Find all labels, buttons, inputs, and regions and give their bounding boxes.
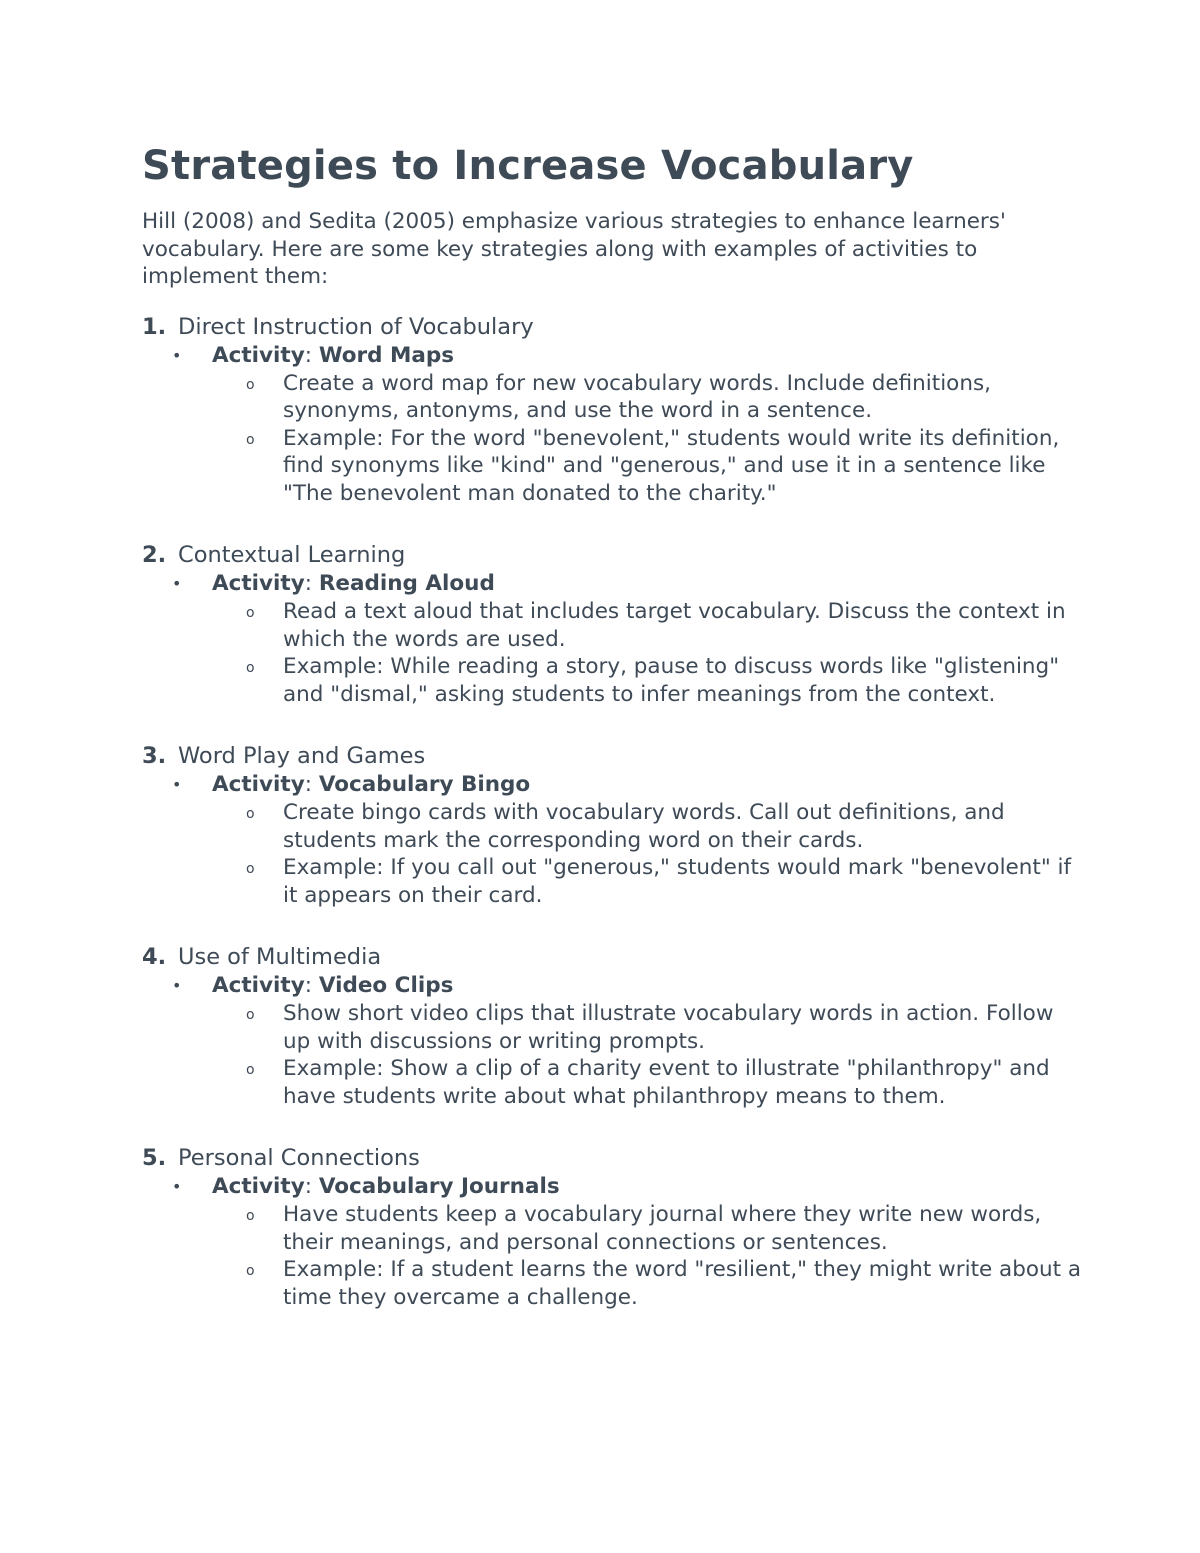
document-page [142, 140, 1082, 1345]
activity-details [246, 598, 1082, 708]
list-item [246, 1256, 1082, 1311]
activity-name: Video Clips [318, 973, 454, 998]
list-item-text: Example: While reading a story, pause to discuss words like "glistening" and "dismal," asking students to infer meanings from the context. [283, 654, 1060, 707]
strategy-heading [142, 1144, 1082, 1173]
circle-bullet-icon: o [246, 605, 255, 621]
strategy-heading [142, 541, 1082, 570]
activity-name: Vocabulary Journals [318, 1174, 560, 1199]
list-item [246, 1201, 1082, 1256]
strategy-heading [142, 313, 1082, 342]
list-item-text: Have students keep a vocabulary journal where they write new words, their meanings, and personal connections or sentences. [283, 1202, 1042, 1255]
strategy-number: 1. [142, 313, 167, 340]
activity-line [172, 771, 1082, 799]
activity-colon: : [304, 1174, 312, 1199]
circle-bullet-icon: o [246, 1263, 255, 1279]
activity-line [172, 570, 1082, 598]
strategy-number: 5. [142, 1145, 167, 1171]
page-title: Strategies to Increase Vocabulary [142, 143, 914, 189]
activity-details [246, 1000, 1082, 1110]
strategy-title: Direct Instruction of Vocabulary [178, 313, 534, 340]
circle-bullet-icon: o [246, 660, 255, 676]
activity-line [172, 1173, 1082, 1201]
bullet-icon: • [172, 1177, 182, 1196]
activity-label: Activity [212, 1174, 305, 1199]
bullet-icon: • [172, 976, 182, 995]
activity-details [246, 799, 1082, 909]
list-item [246, 653, 1082, 708]
strategy-section [142, 1144, 1082, 1311]
bullet-icon: • [172, 574, 182, 593]
list-item-text: Example: For the word "benevolent," students would write its definition, find synonyms like "kind" and "generous," and use it in a sentence like "The benevolent man donated to the charity." [283, 425, 1060, 506]
activity-name: Word Maps [318, 342, 455, 368]
strategy-heading [142, 742, 1082, 771]
circle-bullet-icon: o [246, 1062, 255, 1078]
activity-colon: : [304, 342, 312, 368]
list-item [246, 1055, 1082, 1110]
list-item-text: Create bingo cards with vocabulary words. Call out definitions, and students mark the corresponding word on their cards. [283, 800, 1005, 853]
intro-paragraph: Hill (2008) and Sedita (2005) emphasize various strategies to enhance learners' vocabulary. Here are some key strategies along with examples of activities to implement them: [142, 209, 1006, 289]
strategy-section [142, 742, 1082, 909]
list-item-text: Example: If a student learns the word "resilient," they might write about a time they overcame a challenge. [283, 1257, 1082, 1310]
list-item [246, 799, 1082, 854]
activity-details [246, 370, 1082, 508]
activity-name: Reading Aloud [318, 571, 495, 596]
circle-bullet-icon: o [246, 431, 255, 448]
list-item-text: Create a word map for new vocabulary words. Include definitions, synonyms, antonyms, and use the word in a sentence. [283, 370, 991, 423]
strategy-section [142, 541, 1082, 708]
strategy-section [142, 943, 1082, 1110]
list-item-text: Show short video clips that illustrate vocabulary words in action. Follow up with discussions or writing prompts. [283, 1001, 1054, 1054]
list-item-text: Example: Show a clip of a charity event to illustrate "philanthropy" and have students write about what philanthropy means to them. [283, 1056, 1050, 1109]
list-item [246, 1000, 1082, 1055]
activity-label: Activity [212, 571, 305, 596]
list-item [246, 854, 1082, 909]
activity-label: Activity [212, 973, 305, 998]
activity-colon: : [304, 571, 312, 596]
circle-bullet-icon: o [246, 806, 255, 822]
strategy-title: Personal Connections [178, 1145, 420, 1171]
activity-colon: : [304, 772, 312, 797]
strategy-title: Use of Multimedia [178, 944, 382, 970]
strategy-title: Contextual Learning [178, 542, 406, 568]
circle-bullet-icon: o [246, 861, 255, 877]
strategy-number: 2. [142, 542, 167, 568]
list-item [246, 425, 1082, 508]
strategy-number: 3. [142, 743, 167, 769]
bullet-icon: • [172, 775, 182, 794]
activity-label: Activity [212, 772, 305, 797]
activity-line [172, 972, 1082, 1000]
circle-bullet-icon: o [246, 1208, 255, 1224]
list-item [246, 598, 1082, 653]
activity-label: Activity [212, 342, 305, 368]
activity-name: Vocabulary Bingo [318, 772, 531, 797]
strategy-heading [142, 943, 1082, 972]
strategy-title: Word Play and Games [178, 743, 426, 769]
circle-bullet-icon: o [246, 1007, 255, 1023]
list-item-text: Example: If you call out "generous," students would mark "benevolent" if it appears on their card. [283, 855, 1072, 908]
list-item [246, 370, 1082, 425]
strategy-list [142, 313, 1082, 1312]
circle-bullet-icon: o [246, 376, 255, 393]
strategy-number: 4. [142, 944, 167, 970]
bullet-icon: • [172, 345, 182, 365]
list-item-text: Read a text aloud that includes target vocabulary. Discuss the context in which the words are used. [283, 599, 1066, 652]
activity-line [172, 342, 1082, 370]
activity-details [246, 1201, 1082, 1311]
activity-colon: : [304, 973, 312, 998]
strategy-section [142, 313, 1082, 508]
